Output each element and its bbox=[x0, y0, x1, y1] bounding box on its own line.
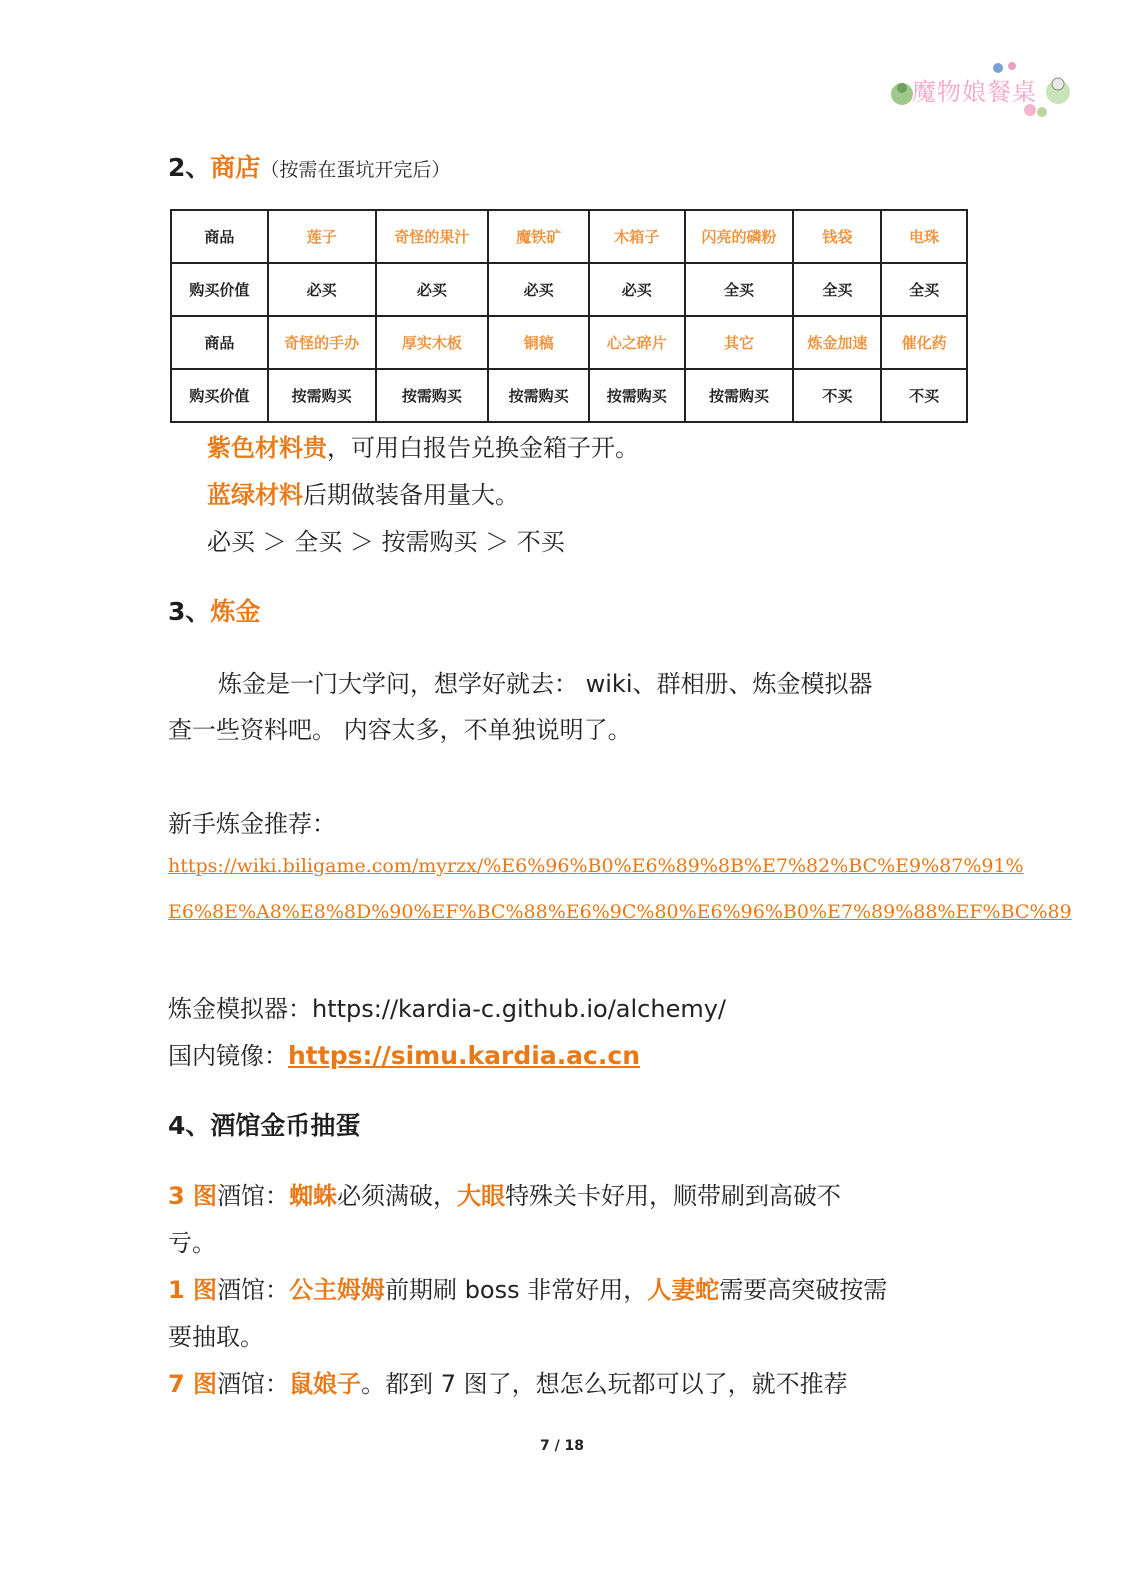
logo-text: 魔物娘餐桌 bbox=[912, 78, 1037, 106]
section2-subtitle: （按需在蛋坑开完后） bbox=[260, 159, 451, 181]
table-cell-header: 商品 bbox=[171, 316, 268, 369]
mouse-name: 鼠娘子 bbox=[289, 1370, 362, 1398]
tavern-paragraph-map1-cont: 要抽取。 bbox=[168, 1323, 264, 1351]
section2-number: 2、 bbox=[168, 153, 211, 182]
princess-note: 前期刷 boss 非常好用， bbox=[385, 1276, 648, 1304]
tavern-label: 酒馆： bbox=[217, 1370, 290, 1398]
spider-note: 必须满破， bbox=[337, 1182, 458, 1210]
table-cell-item: 心之碎片 bbox=[589, 316, 685, 369]
princess-name: 公主姆姆 bbox=[289, 1276, 386, 1304]
table-cell-item: 钱袋 bbox=[793, 210, 881, 263]
table-cell-value: 按需购买 bbox=[488, 369, 589, 422]
table-cell-item: 奇怪的果汁 bbox=[376, 210, 489, 263]
wiki-link-line1[interactable]: https://wiki.biligame.com/myrzx/%E6%96%B0%E6%89%8B%E7%82%BC%E9%87%91% bbox=[168, 855, 1024, 877]
bigeye-name: 大眼 bbox=[457, 1182, 506, 1210]
section3-heading bbox=[168, 592, 260, 628]
simulator-label: 炼金模拟器： bbox=[168, 995, 312, 1023]
table-cell-value: 按需购买 bbox=[589, 369, 685, 422]
logo bbox=[890, 58, 1080, 128]
table-cell-header: 商品 bbox=[171, 210, 268, 263]
section4-heading: 4、酒馆金币抽蛋 bbox=[168, 1111, 361, 1140]
table-cell-item: 铜稿 bbox=[488, 316, 589, 369]
tavern-label: 酒馆： bbox=[217, 1276, 290, 1304]
note-blue-materials bbox=[207, 475, 519, 510]
section3-title: 炼金 bbox=[210, 597, 261, 626]
section3-paragraph-line1: 炼金是一门大学问，想学好就去： wiki、群相册、炼金模拟器 bbox=[218, 670, 873, 698]
bigeye-note: 特殊关卡好用，顺带刷到高破不 bbox=[505, 1182, 842, 1210]
mouse-note: 。都到 7 图了，想怎么玩都可以了，就不推荐 bbox=[361, 1370, 848, 1398]
table-cell-item: 闪亮的磷粉 bbox=[685, 210, 794, 263]
section2-title: 商店 bbox=[210, 153, 261, 182]
snake-note: 需要高突破按需 bbox=[719, 1276, 888, 1304]
note-purple-text: ，可用白报告兑换金箱子开。 bbox=[327, 434, 639, 462]
table-cell-item: 木箱子 bbox=[589, 210, 685, 263]
table-cell-value: 必买 bbox=[268, 263, 376, 316]
tavern-paragraph-map3 bbox=[168, 1176, 841, 1211]
note-blue-text: 后期做装备用量大。 bbox=[303, 481, 519, 509]
table-cell-value: 不买 bbox=[793, 369, 881, 422]
note-priority-order: 必买 ＞ 全买 ＞ 按需购买 ＞ 不买 bbox=[207, 528, 565, 556]
table-cell-value: 按需购买 bbox=[685, 369, 794, 422]
simulator-line bbox=[168, 989, 726, 1024]
table-cell-value: 必买 bbox=[589, 263, 685, 316]
table-row bbox=[171, 316, 967, 369]
table-cell-header: 购买价值 bbox=[171, 369, 268, 422]
shop-table bbox=[170, 209, 968, 423]
table-cell-value: 必买 bbox=[376, 263, 489, 316]
tavern-paragraph-map7 bbox=[168, 1364, 848, 1399]
section3-number: 3、 bbox=[168, 597, 211, 626]
table-cell-value: 按需购买 bbox=[268, 369, 376, 422]
table-cell-item: 炼金加速 bbox=[793, 316, 881, 369]
section2-heading bbox=[168, 148, 450, 184]
mirror-label: 国内镜像： bbox=[168, 1042, 288, 1070]
table-cell-item: 奇怪的手办 bbox=[268, 316, 376, 369]
table-cell-item: 莲子 bbox=[268, 210, 376, 263]
table-cell-value: 全买 bbox=[685, 263, 794, 316]
table-cell-value: 全买 bbox=[881, 263, 967, 316]
table-row bbox=[171, 263, 967, 316]
map7-label: 7 图 bbox=[168, 1370, 218, 1398]
note-purple-materials bbox=[207, 428, 639, 463]
simulator-url[interactable]: https://kardia-c.github.io/alchemy/ bbox=[312, 995, 726, 1023]
table-cell-header: 购买价值 bbox=[171, 263, 268, 316]
table-cell-item: 催化药 bbox=[881, 316, 967, 369]
page-number: 7 / 18 bbox=[539, 1438, 585, 1454]
map1-label: 1 图 bbox=[168, 1276, 218, 1304]
map3-label: 3 图 bbox=[168, 1182, 218, 1210]
recommend-label: 新手炼金推荐： bbox=[168, 810, 336, 838]
note-purple-highlight: 紫色材料贵 bbox=[207, 434, 327, 462]
tavern-paragraph-map1 bbox=[168, 1270, 887, 1305]
mirror-link[interactable]: https://simu.kardia.ac.cn bbox=[288, 1041, 640, 1070]
table-cell-value: 必买 bbox=[488, 263, 589, 316]
table-cell-item: 魔铁矿 bbox=[488, 210, 589, 263]
table-row bbox=[171, 369, 967, 422]
snake-name: 人妻蛇 bbox=[647, 1276, 720, 1304]
table-cell-value: 不买 bbox=[881, 369, 967, 422]
mirror-line bbox=[168, 1036, 640, 1071]
wiki-link-line2[interactable]: E6%8E%A8%E8%8D%90%EF%BC%88%E6%9C%80%E6%96%B0%E7%89%88%EF%BC%89 bbox=[168, 901, 1072, 923]
note-blue-highlight: 蓝绿材料 bbox=[207, 481, 303, 509]
table-row bbox=[171, 210, 967, 263]
spider-name: 蜘蛛 bbox=[289, 1182, 338, 1210]
table-cell-item: 其它 bbox=[685, 316, 794, 369]
table-cell-value: 全买 bbox=[793, 263, 881, 316]
table-cell-item: 电珠 bbox=[881, 210, 967, 263]
tavern-label: 酒馆： bbox=[217, 1182, 290, 1210]
tavern-paragraph-map3-cont: 亏。 bbox=[168, 1229, 216, 1257]
section3-paragraph-line2: 查一些资料吧。 内容太多，不单独说明了。 bbox=[168, 716, 632, 744]
table-cell-value: 按需购买 bbox=[376, 369, 489, 422]
table-cell-item: 厚实木板 bbox=[376, 316, 489, 369]
